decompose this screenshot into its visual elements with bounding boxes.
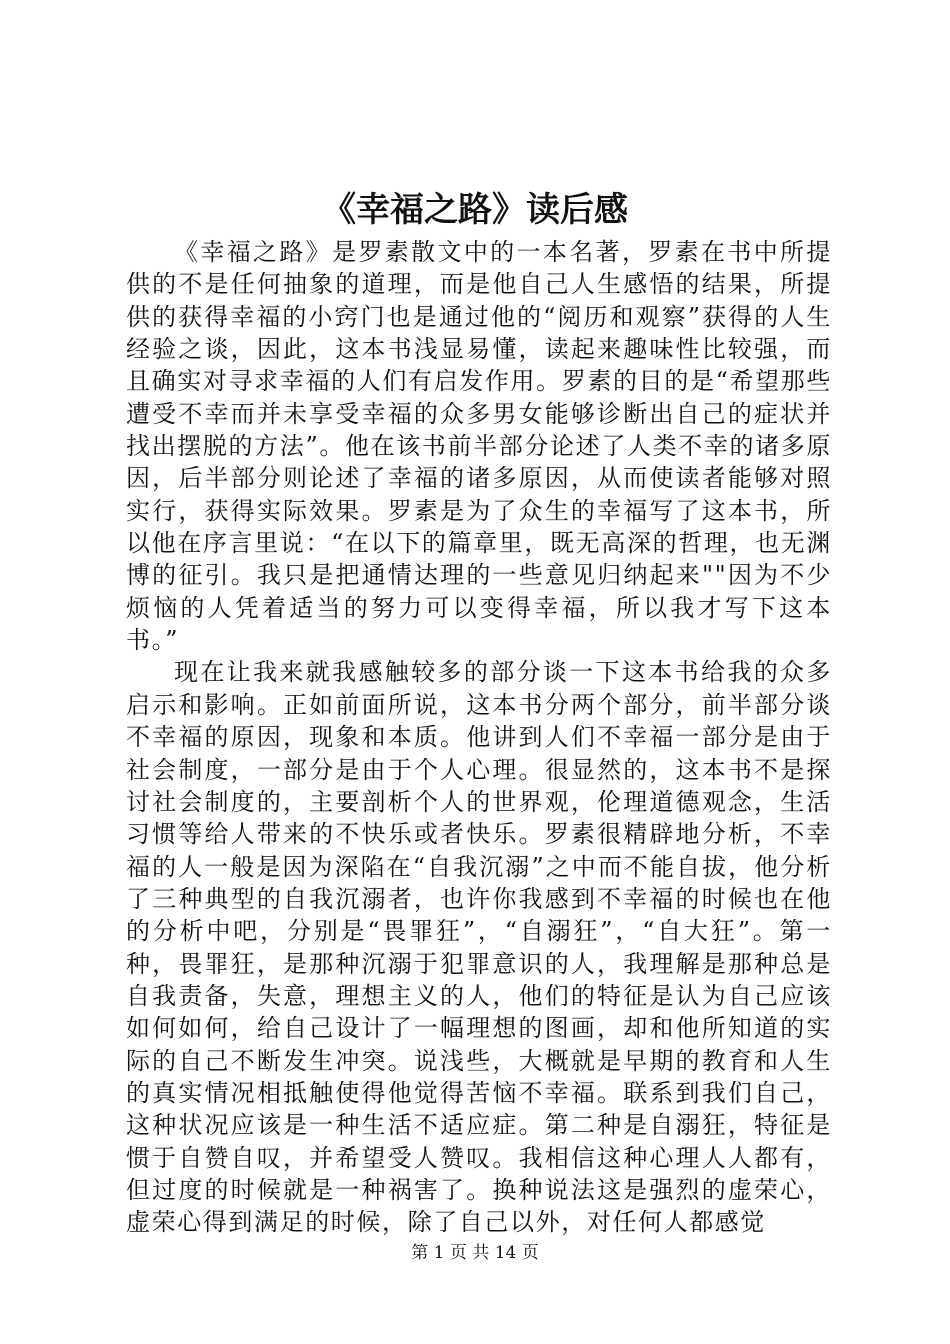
body-paragraph-1: 《幸福之路》是罗素散文中的一本名著，罗素在书中所提供的不是任何抽象的道理，而是他自己人生感悟的结果，所提供的获得幸福的小窍门也是通过他的“阅历和观察”获得的人生经验之谈，因此，这本书浅显易懂，读起来趣味性比较强，而且确实对寻求幸福的人们有启发作用。罗素的目的是“希望那些遭受不幸而并未享受幸福的众多男女能够诊断出自己的症状并找出摆脱的方法”。他在该书前半部分论述了人类不幸的诸多原因，后半部分则论述了幸福的诸多原因，从而使读者能够对照实行，获得实际效果。罗素是为了众生的幸福写了这本书，所以他在序言里说：“在以下的篇章里，既无高深的哲理，也无渊博的征引。我只是把通情达理的一些意见归纳起来""因为不少烦恼的人凭着适当的努力可以变得幸福，所以我才写下这本书。” <box>126 238 832 655</box>
page-number-footer: 第 1 页 共 14 页 <box>411 1243 539 1263</box>
body-paragraph-2: 现在让我来就我感触较多的部分谈一下这本书给我的众多启示和影响。正如前面所说，这本书分两个部分，前半部分谈不幸福的原因，现象和本质。他讲到人们不幸福一部分是由于社会制度，一部分是由于个人心理。很显然的，这本书不是探讨社会制度的，主要剖析个人的世界观，伦理道德观念，生活习惯等给人带来的不快乐或者快乐。罗素很精辟地分析，不幸福的人一般是因为深陷在“自我沉溺”之中而不能自拔，他分析了三种典型的自我沉溺者，也许你我感到不幸福的时候也在他的分析中吧，分别是“畏罪狂”，“自溺狂”，“自大狂”。第一种，畏罪狂，是那种沉溺于犯罪意识的人，我理解是那种总是自我责备，失意，理想主义的人，他们的特征是认为自己应该如何如何，给自己设计了一幅理想的图画，却和他所知道的实际的自己不断发生冲突。说浅些，大概就是早期的教育和人生的真实情况相抵触使得他觉得苦恼不幸福。联系到我们自己，这种状况应该是一种生活不适应症。第二种是自溺狂，特征是惯于自赞自叹，并希望受人赞叹。我相信这种心理人人都有，但过度的时候就是一种祸害了。换种说法这是强烈的虚荣心，虚荣心得到满足的时候，除了自己以外，对任何人都感觉 <box>126 658 832 1237</box>
document-title: 《幸福之路》读后感 <box>322 190 628 230</box>
document-body <box>126 236 832 1239</box>
